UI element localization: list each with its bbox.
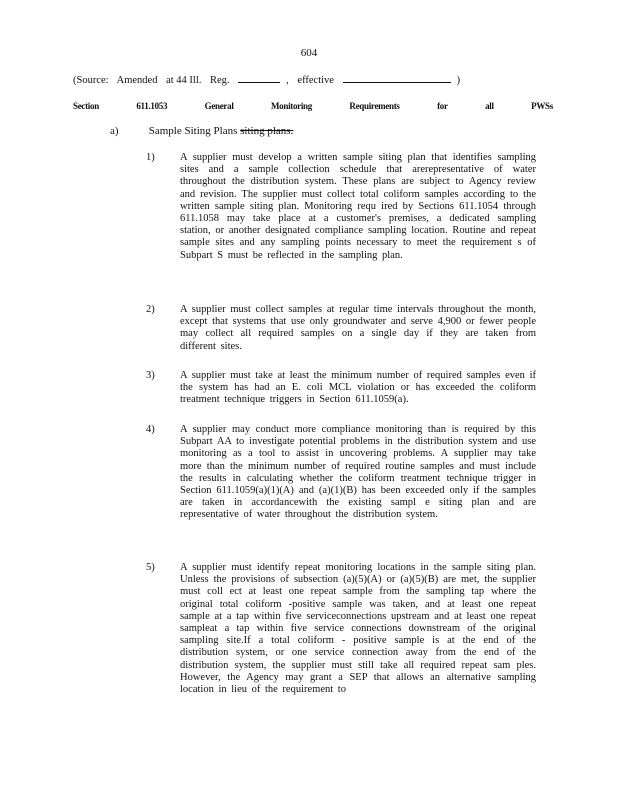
section-word-monitoring: Monitoring [270,101,312,111]
item-text: A supplier may conduct more compliance monitoring than is required by this Subpart AA to investigate potential problems in the distribution system and use monitoring as a tool to assist in uncovering problems. A supplier may take more than the minimum number of required routine samples and must include the results in calculating whether the coliform treatment technique trigger in Section 611.1059(a)(1)(A) and (a)(1)(B) has been exceeded only if the samples are taken in accordancewith the existing sampl e siting plan and are representative of water throughout the distribution system. [180,424,536,521]
reg-blank [238,73,280,83]
section-word-pwss: PWSs [531,101,553,111]
section-number: 611.1053 [136,101,168,111]
section-word-all: all [485,101,494,111]
source-amended: Amended [116,75,158,86]
item-text: A supplier must develop a written sample siting plan that identifies sampling sites and a sample collection schedule that arerepresentative of water throughout the distribution system. These plans are subject to Agency review and revision. The supplier must collect total coliform samples according to the written sample siting plan. Monitoring requ ired by Sections 611.1054 through 611.1058 may take place at a customer's premises, a dedicated sampling station, or another designated compliance sampling location. Routine and repeat sample sites and any sampling points necessary to meet the requirement s of Subpart S must be reflected in the sampling plan. [180,152,536,261]
section-word-general: General [204,101,234,111]
subsection-label: a) [110,125,119,137]
source-open: (Source: [73,75,109,86]
source-reg: Reg. [210,75,230,86]
source-comma: , [286,75,289,86]
page-number: 604 [300,47,318,59]
item-text: A supplier must take at least the minimum number of required samples even if the system has had an E. coli MCL violation or has exceeded the coliform treatment technique triggers in Section 611.1059(a). [180,370,536,406]
section-label: Section [73,101,99,111]
source-close: ) [456,75,461,86]
subsection-struck-text: siting plans. [240,125,294,137]
item-number: 4) [146,424,155,435]
item-number: 3) [146,370,155,381]
effective-blank [343,73,451,83]
section-word-requirements: Requirements [349,101,400,111]
source-line [73,73,473,86]
subsection-title: Sample Siting Plans [148,125,238,137]
section-heading [73,101,553,111]
source-at: at 44 Ill. [166,75,202,86]
item-text: A supplier must collect samples at regular time intervals throughout the month, except that systems that use only groundwater and serve 4,900 or fewer people may collect all required samples on a single day if they are taken from different sites. [180,304,536,352]
item-number: 5) [146,562,155,573]
section-word-for: for [437,101,448,111]
source-effective: effective [297,75,334,86]
item-number: 2) [146,304,155,315]
subsection-a [110,125,293,137]
item-number: 1) [146,152,155,163]
item-text: A supplier must identify repeat monitoring locations in the sample siting plan. Unless the provisions of subsection (a)(5)(A) or (a)(5)(B) are met, the supplier must coll ect at least one repeat sample from the sampling tap where the original total coliform -positive sample was taken, and at least one repeat sample at a tap within five serviceconnections upstream and at least one repeat sampleat a tap within five service connections downstream of the original sampling site.If a total coliform - positive sample is at the end of the distribution system, or one service connection away from the end of the distribution system, the supplier must still take all required repeat sam ples. However, the Agency may grant a SEP that allows an alternative sampling location in lieu of the requirement to [180,562,536,696]
